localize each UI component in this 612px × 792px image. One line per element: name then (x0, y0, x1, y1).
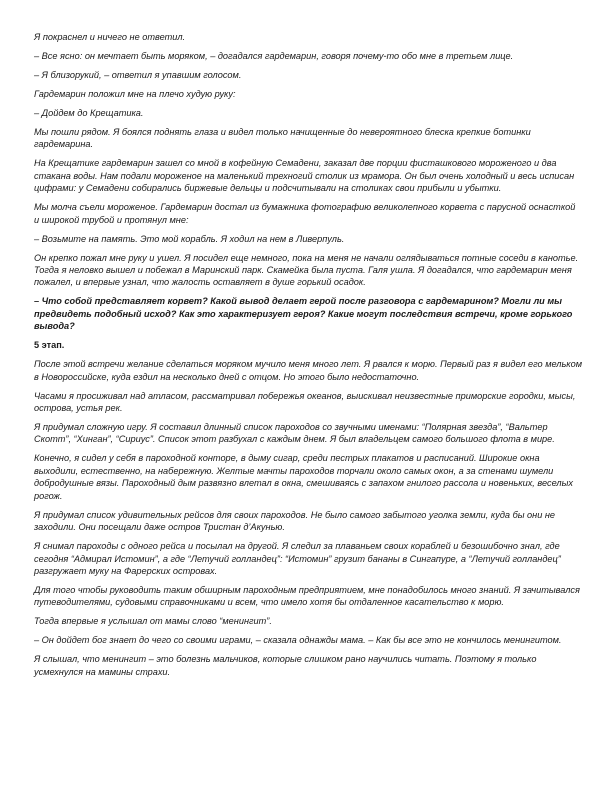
paragraph: Тогда впервые я услышал от мамы слово “менингит”. (34, 616, 272, 627)
paragraph: – Он дойдет бог знает до чего со своими играми, – сказала однажды мама. – Как бы все это не кончилось менингитом. (34, 635, 562, 646)
paragraph: Я снимал пароходы с одного рейса и посылал на другой. Я следил за плаваньем своих кораблей и безошибочно знал, где сегодня “Адмирал Истомин”, а где “Летучий голландец”: “Истомин” грузит бананы в Сингапуре, а “Летучий голландец” разгружает муку на Фарерских островах. (34, 541, 561, 576)
paragraph: Я покраснел и ничего не ответил. (34, 32, 186, 42)
paragraph: После этой встречи желание сделаться моряком мучило меня много лет. Я рвался к морю. Первый раз я видел его мельком в Новороссийске, куда ездил на несколько дней с отцом. Но этого было недостаточно. (34, 359, 583, 382)
paragraph: Гардемарин положил мне на плечо худую руку: (34, 89, 236, 99)
paragraph: Конечно, я сидел у себя в пароходной конторе, в дыму сигар, среди пестрых плакатов и расписаний. Широкие окна выходили, естественно, на набережную. Желтые мачты пароходов торчали около самых окон, а за стенами шумели добродушные вязы. Пароходный дым развязно влетал в окна, смешиваясь с запахом гнилого рассола и новеньких, веселых рогож. (34, 453, 573, 501)
paragraph: Я придумал сложную игру. Я составил длинный список пароходов со звучными именами: “Полярная звезда”, “Вальтер Скотт”, “Хинган”, “Сириус”. Список этот разбухал с каждым днем. Я был владельцем самого большого флота в мире. (34, 422, 555, 445)
paragraph: – Возьмите на память. Это мой корабль. Я ходил на нем в Ливерпуль. (34, 233, 345, 244)
paragraph: – Я близорукий, – ответил я упавшим голосом. (34, 70, 242, 80)
paragraph: – Все ясно: он мечтает быть моряком, – догадался гардемарин, говоря почему-то обо мне в третьем лице. (34, 51, 514, 61)
paragraph: Для того чтобы руководить таким обширным пароходным предприятием, мне понадобилось много знаний. Я зачитывался путеводителями, судовыми справочниками и всем, что имело хотя бы отдаленное касательство к морю. (34, 584, 580, 608)
paragraph: – Дойдем до Крещатика. (34, 108, 144, 118)
discussion-questions: – Что собой представляет корвет? Какой вывод делает герой после разговора с гардемарином? Могли ли мы предвидеть подобный исход? Как это характеризует героя? Какие могут последствия встречи, кроме горького вывода? (34, 296, 573, 332)
paragraph: Мы пошли рядом. Я боялся поднять глаза и видел только начищенные до невероятного блеска крепкие ботинки гардемарина. (34, 127, 531, 150)
paragraph: Часами я просиживал над атласом, рассматривал побережья океанов, выискивал неизвестные приморские городки, мысы, острова, устья рек. (34, 390, 576, 414)
paragraph: Мы молча съели мороженое. Гардемарин достал из бумажника фотографию великолепного корвета с парусной оснасткой и широкой трубой и протянул мне: (34, 202, 576, 225)
document-text (34, 31, 583, 685)
paragraph: На Крещатике гардемарин зашел со мной в кофейную Семадени, заказал две порции фисташкового мороженого и два стакана воды. Нам подали мороженое на маленький трехногий столик из мрамора. Он был очень холодный и весь исписан цифрами: у Семадени собирались биржевые дельцы и подсчитывали на столиках свои прибыли и убытки. (34, 158, 575, 194)
paragraph: Я слышал, что менингит – это болезнь мальчиков, которые слишком рано научились читать. Поэтому я только усмехнулся на мамины страхи. (34, 654, 537, 677)
paragraph: Он крепко пожал мне руку и ушел. Я посидел еще немного, пока на меня не начали оглядываться потные соседи в канотье. Тогда я неловко вышел и побежал в Маринский парк. Скамейка была пуста. Галя ушла. Я догадался, что гардемарин меня пожалел, и впервые узнал, что жалость оставляет в душе горький осадок. (34, 252, 579, 288)
paragraph: Я придумал список удивительных рейсов для своих пароходов. Не было самого забытого уголка земли, куда бы они не заходили. Они посещали даже остров Тристан д’Акунью. (34, 509, 556, 533)
section-heading: 5 этап. (34, 340, 65, 351)
